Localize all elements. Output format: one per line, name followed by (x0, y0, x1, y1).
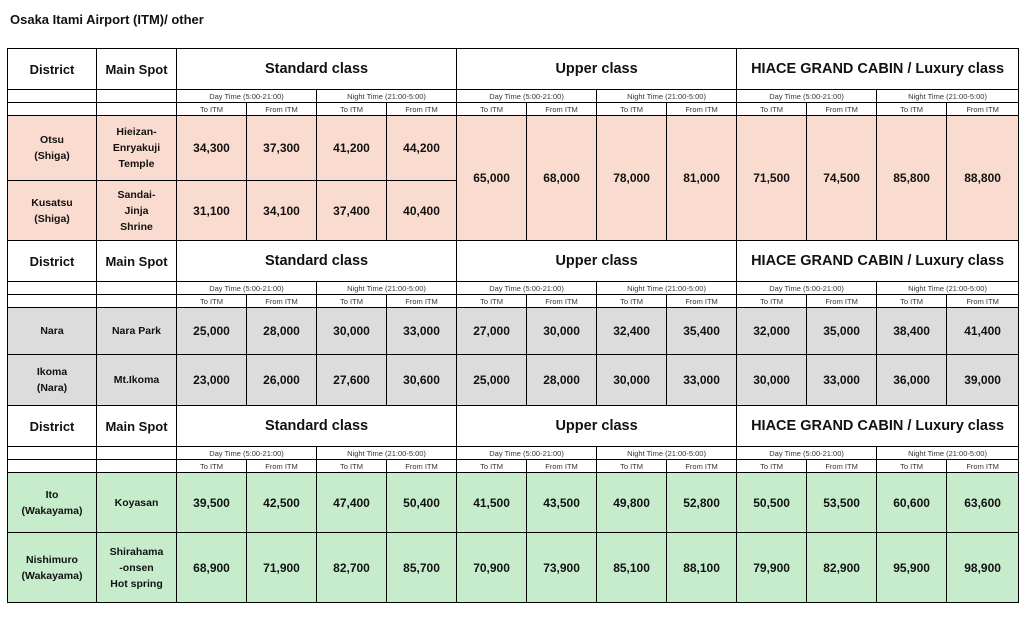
luxury-fare-cell: 71,500 (737, 116, 807, 241)
blank-cell (97, 460, 177, 473)
district-name-line: Ikoma (36, 366, 68, 378)
to-itm-header: To ITM (317, 103, 387, 116)
standard-fare-cell: 25,000 (177, 308, 247, 355)
main-spot-name-line: Jinja (124, 204, 149, 217)
standard-fare-cell: 85,700 (387, 533, 457, 603)
from-itm-header: From ITM (807, 295, 877, 308)
luxury-fare-cell: 32,000 (737, 308, 807, 355)
district-header: District (8, 241, 97, 282)
luxury-class-header: HIACE GRAND CABIN / Luxury class (737, 241, 1019, 282)
to-itm-header: To ITM (877, 460, 947, 473)
main-spot-name-line: Hot spring (110, 577, 163, 590)
standard-fare-cell: 30,600 (387, 355, 457, 406)
header-row (8, 49, 1019, 90)
upper-fare-cell: 28,000 (527, 355, 597, 406)
upper-fare-cell: 35,400 (667, 308, 737, 355)
luxury-fare-cell: 36,000 (877, 355, 947, 406)
blank-cell (97, 447, 177, 460)
district-name-line: Nara (40, 325, 64, 337)
header-row (8, 241, 1019, 282)
main-spot-name-line: Enryakuji (112, 142, 161, 154)
fare-row (8, 473, 1019, 533)
blank-cell (8, 460, 97, 473)
page-title: Osaka Itami Airport (ITM)/ other (10, 12, 204, 27)
luxury-fare-cell: 85,800 (877, 116, 947, 241)
main-spot-name-line: Temple (118, 158, 155, 170)
to-itm-header: To ITM (737, 460, 807, 473)
fare-row (8, 533, 1019, 603)
luxury-fare-cell: 63,600 (947, 473, 1019, 533)
main-spot-name-line: Hieizan- (116, 126, 157, 138)
district-name-line: Otsu (40, 134, 64, 146)
upper-fare-cell: 33,000 (667, 355, 737, 406)
district-name-line: Ito (45, 488, 59, 501)
day-time-header: Day Time (5:00-21:00) (737, 447, 877, 460)
to-itm-header: To ITM (737, 295, 807, 308)
day-time-header: Day Time (5:00-21:00) (737, 90, 877, 103)
standard-fare-cell: 44,200 (387, 116, 457, 181)
to-itm-header: To ITM (177, 103, 247, 116)
standard-fare-cell: 68,900 (177, 533, 247, 603)
standard-class-header: Standard class (177, 241, 457, 282)
to-itm-header: To ITM (457, 295, 527, 308)
main-spot-name-line: Sandai- (117, 188, 156, 201)
to-itm-header: To ITM (177, 295, 247, 308)
district-name-line: Kusatsu (31, 196, 73, 209)
upper-fare-cell: 52,800 (667, 473, 737, 533)
day-time-header: Day Time (5:00-21:00) (177, 282, 317, 295)
main-spot-cell (97, 181, 177, 241)
to-itm-header: To ITM (457, 460, 527, 473)
day-time-header: Day Time (5:00-21:00) (457, 90, 597, 103)
luxury-class-header: HIACE GRAND CABIN / Luxury class (737, 49, 1019, 90)
main-spot-header: Main Spot (97, 241, 177, 282)
from-itm-header: From ITM (527, 295, 597, 308)
night-time-header: Night Time (21:00-5:00) (317, 90, 457, 103)
main-spot-cell (97, 355, 177, 406)
blank-cell (8, 282, 97, 295)
main-spot-name-line: Shirahama (109, 545, 164, 558)
main-spot-name-line: Mt.Ikoma (113, 374, 160, 386)
fare-row (8, 355, 1019, 406)
standard-fare-cell: 30,000 (317, 308, 387, 355)
night-time-header: Night Time (21:00-5:00) (877, 282, 1019, 295)
from-itm-header: From ITM (947, 103, 1019, 116)
district-cell (8, 355, 97, 406)
standard-fare-cell: 47,400 (317, 473, 387, 533)
day-time-header: Day Time (5:00-21:00) (737, 282, 877, 295)
time-header-row (8, 447, 1019, 460)
fare-table (7, 48, 1019, 603)
from-itm-header: From ITM (387, 460, 457, 473)
main-spot-header: Main Spot (97, 406, 177, 447)
day-time-header: Day Time (5:00-21:00) (457, 447, 597, 460)
direction-header-row (8, 460, 1019, 473)
day-time-header: Day Time (5:00-21:00) (177, 447, 317, 460)
from-itm-header: From ITM (667, 103, 737, 116)
main-spot-name-line: -onsen (119, 561, 154, 574)
luxury-fare-cell: 60,600 (877, 473, 947, 533)
direction-header-row (8, 103, 1019, 116)
to-itm-header: To ITM (317, 295, 387, 308)
night-time-header: Night Time (21:00-5:00) (877, 90, 1019, 103)
night-time-header: Night Time (21:00-5:00) (597, 90, 737, 103)
district-cell (8, 308, 97, 355)
fare-row (8, 308, 1019, 355)
day-time-header: Day Time (5:00-21:00) (457, 282, 597, 295)
to-itm-header: To ITM (317, 460, 387, 473)
standard-fare-cell: 71,900 (247, 533, 317, 603)
fare-row (8, 116, 1019, 181)
district-name-line: (Wakayama) (21, 504, 83, 517)
luxury-fare-cell: 53,500 (807, 473, 877, 533)
upper-fare-cell: 81,000 (667, 116, 737, 241)
upper-fare-cell: 25,000 (457, 355, 527, 406)
from-itm-header: From ITM (947, 295, 1019, 308)
standard-fare-cell: 34,300 (177, 116, 247, 181)
district-cell (8, 533, 97, 603)
upper-fare-cell: 43,500 (527, 473, 597, 533)
luxury-fare-cell: 39,000 (947, 355, 1019, 406)
to-itm-header: To ITM (877, 295, 947, 308)
standard-fare-cell: 28,000 (247, 308, 317, 355)
district-header: District (8, 49, 97, 90)
time-header-row (8, 282, 1019, 295)
upper-class-header: Upper class (457, 241, 737, 282)
main-spot-cell (97, 533, 177, 603)
blank-cell (97, 90, 177, 103)
from-itm-header: From ITM (667, 295, 737, 308)
standard-fare-cell: 26,000 (247, 355, 317, 406)
to-itm-header: To ITM (597, 460, 667, 473)
standard-fare-cell: 34,100 (247, 181, 317, 241)
district-cell (8, 473, 97, 533)
district-name-line: (Shiga) (34, 150, 70, 162)
standard-fare-cell: 27,600 (317, 355, 387, 406)
from-itm-header: From ITM (527, 103, 597, 116)
upper-fare-cell: 78,000 (597, 116, 667, 241)
from-itm-header: From ITM (247, 460, 317, 473)
to-itm-header: To ITM (457, 103, 527, 116)
main-spot-cell (97, 116, 177, 181)
standard-fare-cell: 37,400 (317, 181, 387, 241)
main-spot-name-line: Shrine (120, 220, 153, 233)
main-spot-cell (97, 473, 177, 533)
upper-fare-cell: 73,900 (527, 533, 597, 603)
from-itm-header: From ITM (247, 295, 317, 308)
upper-fare-cell: 30,000 (597, 355, 667, 406)
upper-fare-cell: 68,000 (527, 116, 597, 241)
upper-fare-cell: 30,000 (527, 308, 597, 355)
upper-fare-cell: 32,400 (597, 308, 667, 355)
luxury-fare-cell: 79,900 (737, 533, 807, 603)
luxury-fare-cell: 35,000 (807, 308, 877, 355)
district-cell (8, 116, 97, 181)
from-itm-header: From ITM (387, 295, 457, 308)
blank-cell (8, 90, 97, 103)
district-name-line: (Wakayama) (21, 569, 83, 582)
district-name-line: (Shiga) (34, 212, 70, 225)
main-spot-header: Main Spot (97, 49, 177, 90)
from-itm-header: From ITM (387, 103, 457, 116)
to-itm-header: To ITM (737, 103, 807, 116)
luxury-class-header: HIACE GRAND CABIN / Luxury class (737, 406, 1019, 447)
night-time-header: Night Time (21:00-5:00) (597, 447, 737, 460)
blank-cell (97, 282, 177, 295)
upper-fare-cell: 70,900 (457, 533, 527, 603)
blank-cell (97, 103, 177, 116)
from-itm-header: From ITM (247, 103, 317, 116)
luxury-fare-cell: 88,800 (947, 116, 1019, 241)
district-name-line: Nishimuro (26, 553, 78, 566)
upper-fare-cell: 65,000 (457, 116, 527, 241)
luxury-fare-cell: 98,900 (947, 533, 1019, 603)
upper-fare-cell: 49,800 (597, 473, 667, 533)
upper-class-header: Upper class (457, 49, 737, 90)
district-header: District (8, 406, 97, 447)
header-row (8, 406, 1019, 447)
luxury-fare-cell: 33,000 (807, 355, 877, 406)
district-cell (8, 181, 97, 241)
luxury-fare-cell: 95,900 (877, 533, 947, 603)
standard-fare-cell: 37,300 (247, 116, 317, 181)
luxury-fare-cell: 38,400 (877, 308, 947, 355)
time-header-row (8, 90, 1019, 103)
luxury-fare-cell: 74,500 (807, 116, 877, 241)
from-itm-header: From ITM (667, 460, 737, 473)
night-time-header: Night Time (21:00-5:00) (597, 282, 737, 295)
luxury-fare-cell: 82,900 (807, 533, 877, 603)
from-itm-header: From ITM (807, 103, 877, 116)
blank-cell (8, 103, 97, 116)
luxury-fare-cell: 30,000 (737, 355, 807, 406)
to-itm-header: To ITM (597, 295, 667, 308)
standard-fare-cell: 82,700 (317, 533, 387, 603)
blank-cell (8, 447, 97, 460)
direction-header-row (8, 295, 1019, 308)
standard-fare-cell: 40,400 (387, 181, 457, 241)
main-spot-name-line: Koyasan (114, 496, 159, 509)
night-time-header: Night Time (21:00-5:00) (317, 282, 457, 295)
standard-fare-cell: 41,200 (317, 116, 387, 181)
upper-fare-cell: 27,000 (457, 308, 527, 355)
to-itm-header: To ITM (597, 103, 667, 116)
district-name-line: (Nara) (36, 382, 68, 394)
from-itm-header: From ITM (947, 460, 1019, 473)
blank-cell (97, 295, 177, 308)
main-spot-cell (97, 308, 177, 355)
luxury-fare-cell: 41,400 (947, 308, 1019, 355)
night-time-header: Night Time (21:00-5:00) (877, 447, 1019, 460)
from-itm-header: From ITM (527, 460, 597, 473)
standard-class-header: Standard class (177, 49, 457, 90)
main-spot-name-line: Nara Park (111, 325, 162, 337)
standard-class-header: Standard class (177, 406, 457, 447)
upper-fare-cell: 88,100 (667, 533, 737, 603)
luxury-fare-cell: 50,500 (737, 473, 807, 533)
blank-cell (8, 295, 97, 308)
standard-fare-cell: 42,500 (247, 473, 317, 533)
to-itm-header: To ITM (177, 460, 247, 473)
standard-fare-cell: 33,000 (387, 308, 457, 355)
standard-fare-cell: 31,100 (177, 181, 247, 241)
standard-fare-cell: 23,000 (177, 355, 247, 406)
upper-fare-cell: 85,100 (597, 533, 667, 603)
to-itm-header: To ITM (877, 103, 947, 116)
day-time-header: Day Time (5:00-21:00) (177, 90, 317, 103)
night-time-header: Night Time (21:00-5:00) (317, 447, 457, 460)
standard-fare-cell: 39,500 (177, 473, 247, 533)
upper-class-header: Upper class (457, 406, 737, 447)
upper-fare-cell: 41,500 (457, 473, 527, 533)
standard-fare-cell: 50,400 (387, 473, 457, 533)
from-itm-header: From ITM (807, 460, 877, 473)
